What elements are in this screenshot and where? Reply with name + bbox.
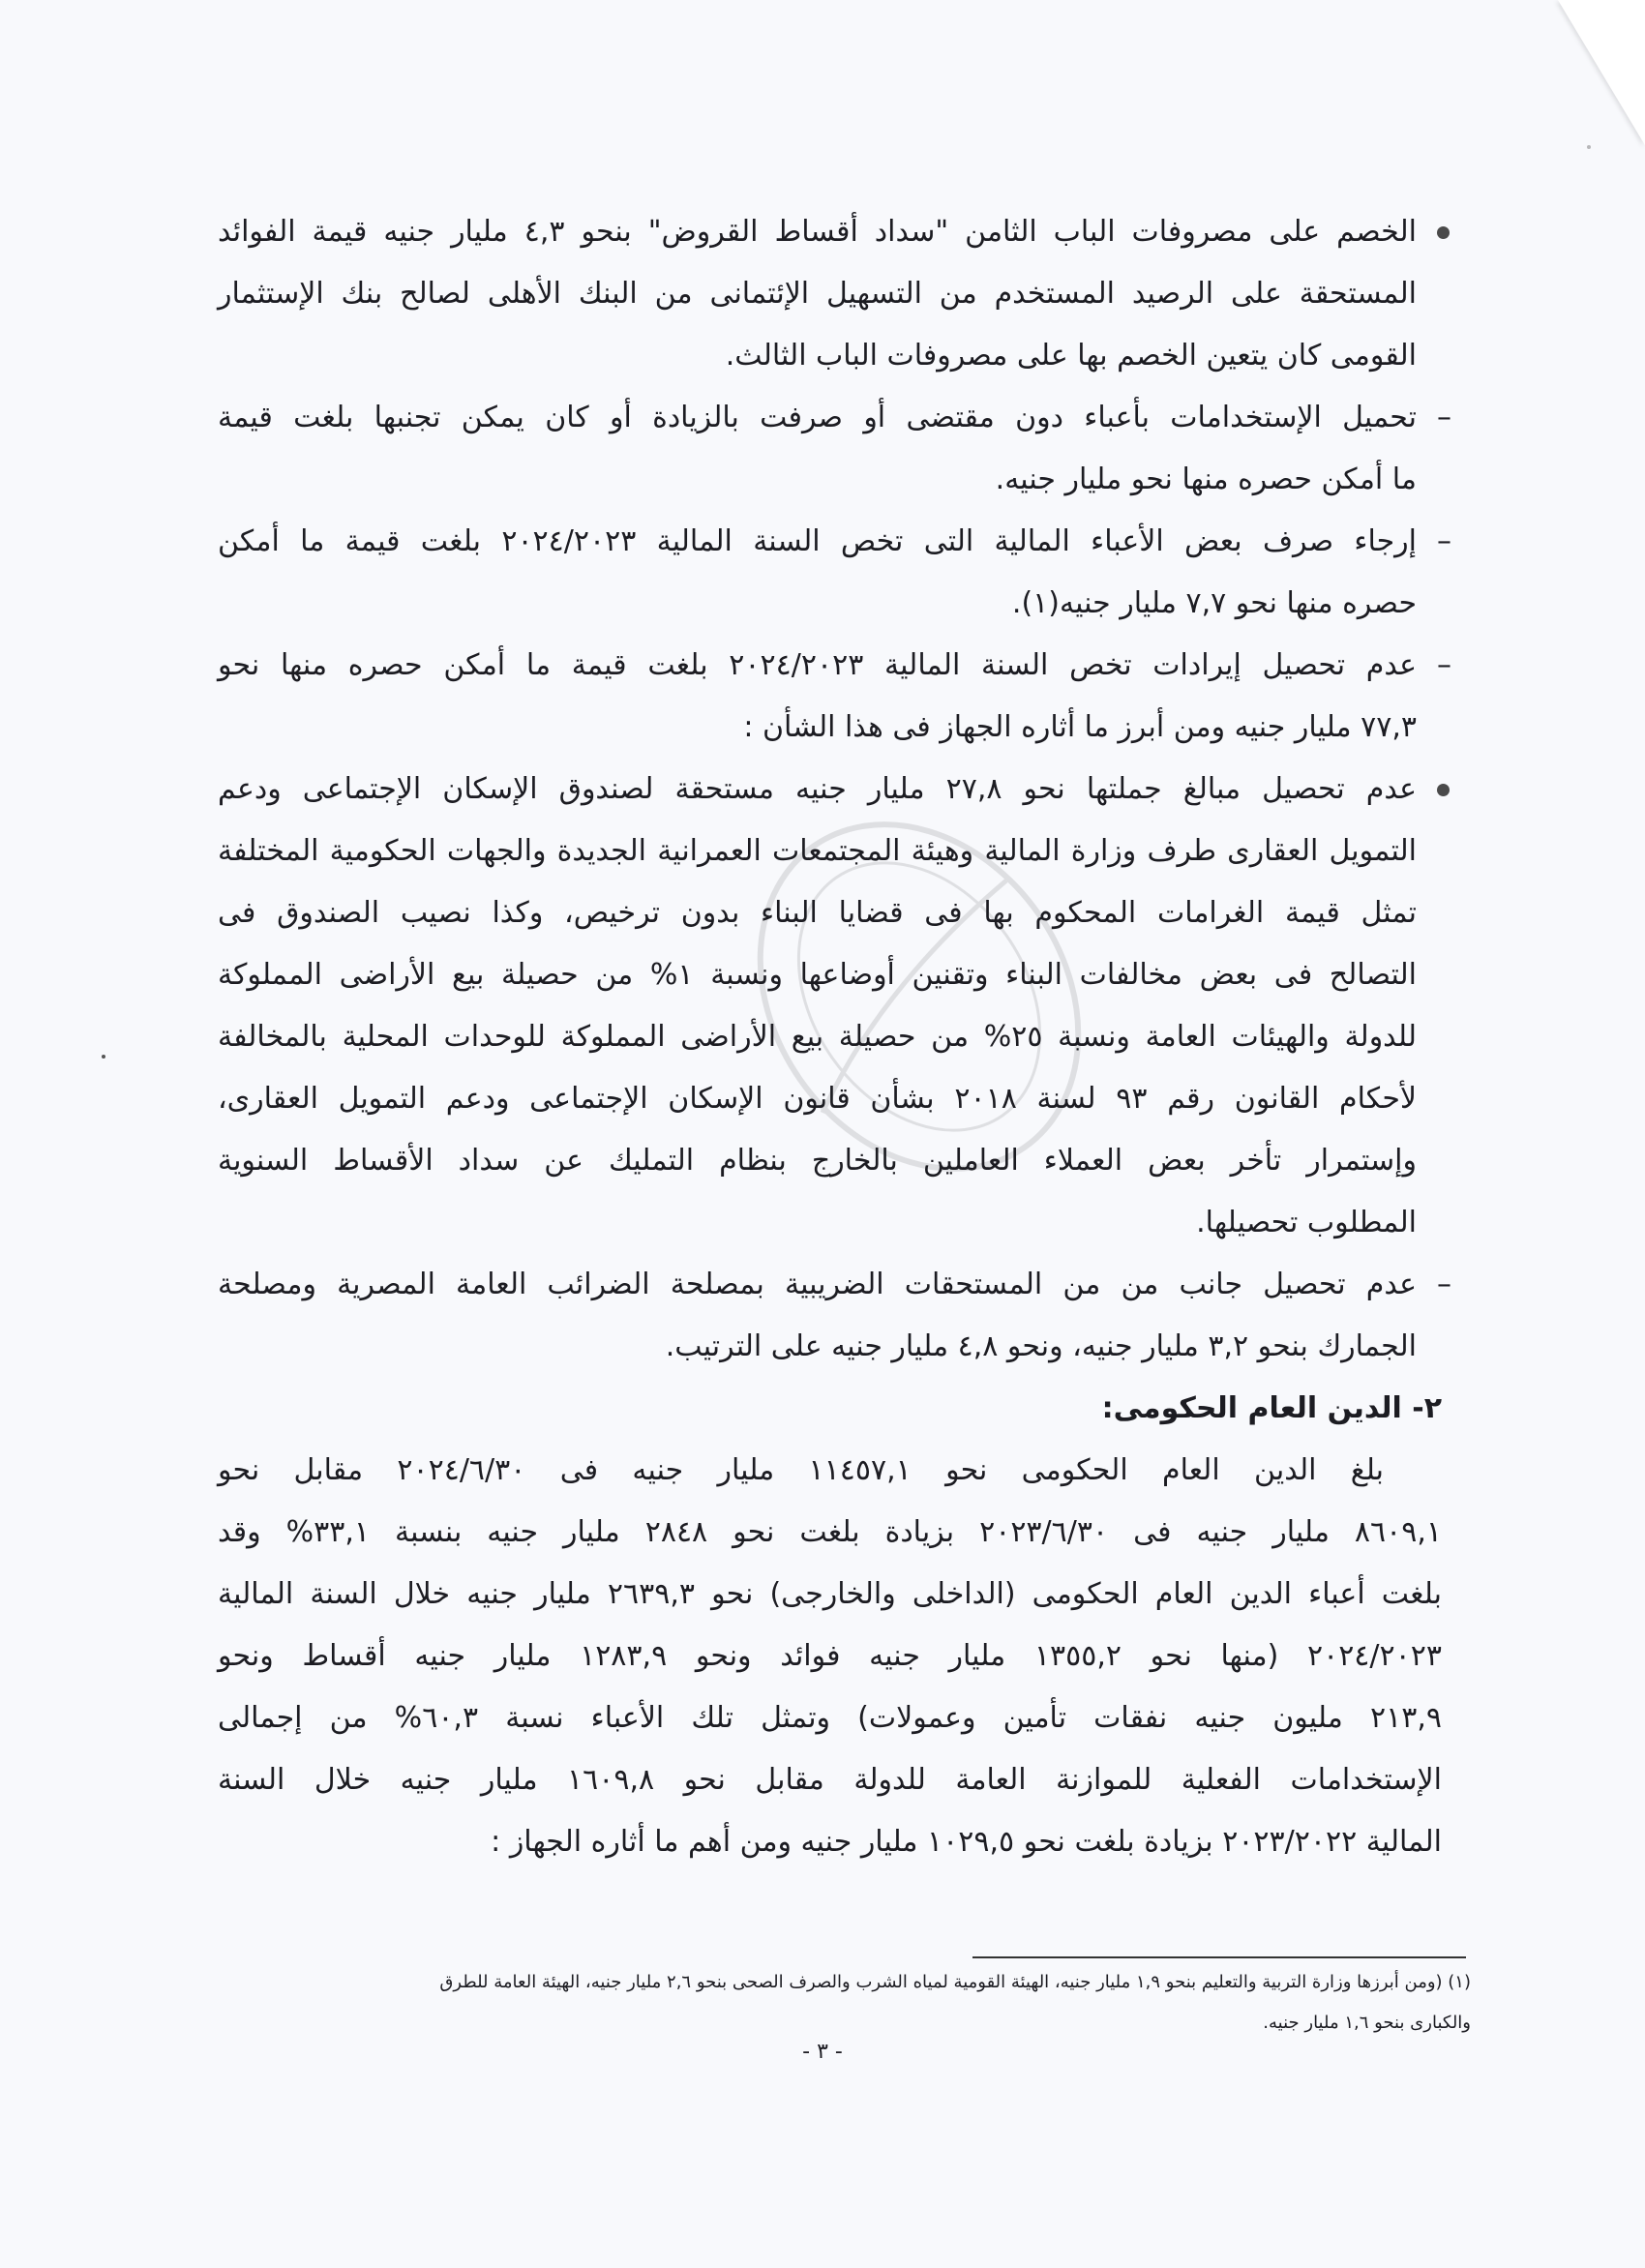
body-line xyxy=(218,387,1451,449)
body-text xyxy=(218,201,1451,1873)
body-line xyxy=(218,635,1451,697)
footnote-line: (١) (ومن أبرزها وزارة التربية والتعليم بنحو ١,٩ مليار جنيه، الهيئة القومية لمياه الشرب والصرف الصحى بنحو ٢,٦ مليار جنيه، الهيئة العامة للطرق xyxy=(439,1972,1471,1992)
body-line-text: وإستمرار تأخر بعض العملاء العاملين بالخارج بنظام التمليك عن سداد الأقساط السنوية xyxy=(218,1144,1417,1178)
body-line-text: عدم تحصيل إيرادات تخص السنة المالية ٢٠٢٤/٢٠٢٣ بلغت قيمة ما أمكن حصره منها نحو xyxy=(218,648,1417,682)
body-line xyxy=(218,1068,1442,1130)
body-line xyxy=(218,759,1442,821)
paragraph-line: ٨٦٠٩,١ مليار جنيه فى ٢٠٢٣/٦/٣٠ بزيادة بلغت نحو ٢٨٤٨ مليار جنيه بنسبة ٣٣,١% وقد xyxy=(218,1515,1442,1549)
dash-icon: – xyxy=(1437,401,1451,434)
body-line-text: المطلوب تحصيلها. xyxy=(1196,1206,1417,1239)
body-line-text: القومى كان يتعين الخصم بها على مصروفات الباب الثالث. xyxy=(725,339,1417,373)
body-line-text: حصره منها نحو ٧,٧ مليار جنيه(١). xyxy=(1011,586,1417,620)
body-line xyxy=(218,882,1442,944)
body-line xyxy=(218,1130,1442,1192)
body-line xyxy=(218,821,1442,882)
body-line xyxy=(218,944,1442,1006)
body-line-text: المستحقة على الرصيد المستخدم من التسهيل الإئتمانى من البنك الأهلى لصالح بنك الإستثمار xyxy=(218,277,1417,311)
scan-speck xyxy=(102,1055,105,1059)
paragraph-line: بلغت أعباء الدين العام الحكومى (الداخلى والخارجى) نحو ٢٦٣٩,٣ مليار جنيه خلال السنة المالية xyxy=(218,1577,1442,1611)
folded-corner xyxy=(1558,0,1645,145)
body-line xyxy=(218,449,1442,511)
bullet-icon xyxy=(1437,226,1450,239)
body-line-text: ٧٧,٣ مليار جنيه ومن أبرز ما أثاره الجهاز فى هذا الشأن : xyxy=(743,710,1417,744)
body-line xyxy=(218,511,1451,573)
paragraph-line: ٢١٣,٩ مليون جنيه نفقات تأمين وعمولات) وتمثل تلك الأعباء نسبة ٦٠,٣% من إجمالى xyxy=(218,1701,1442,1735)
body-line-text: تحميل الإستخدامات بأعباء دون مقتضى أو صرفت بالزيادة أو كان يمكن تجنبها بلغت قيمة xyxy=(218,401,1417,434)
body-line xyxy=(218,325,1442,387)
bullet-icon xyxy=(1437,784,1450,796)
body-line xyxy=(218,1254,1451,1316)
paragraph-line: الإستخدامات الفعلية للموازنة العامة للدولة مقابل نحو ١٦٠٩,٨ مليار جنيه خلال السنة xyxy=(218,1763,1442,1797)
footnote-separator xyxy=(972,1956,1466,1958)
section-heading: ٢- الدين العام الحكومى: xyxy=(1101,1391,1442,1425)
paragraph-line: ٢٠٢٤/٢٠٢٣ (منها نحو ١٣٥٥,٢ مليار جنيه فوائد ونحو ١٢٨٣,٩ مليار جنيه أقساط ونحو xyxy=(218,1639,1442,1673)
body-line xyxy=(218,1006,1442,1068)
dash-icon: – xyxy=(1437,524,1451,558)
body-line xyxy=(218,263,1442,325)
body-line-text: عدم تحصيل مبالغ جملتها نحو ٢٧,٨ مليار جنيه مستحقة لصندوق الإسكان الإجتماعى ودعم xyxy=(218,772,1417,806)
body-line-text: تمثل قيمة الغرامات المحكوم بها فى قضايا البناء بدون ترخيص، وكذا نصيب الصندوق فى xyxy=(218,896,1417,930)
scan-speck xyxy=(1587,145,1591,149)
body-line-text: التصالح فى بعض مخالفات البناء وتقنين أوضاعها ونسبة ١% من حصيلة بيع الأراضى المملوكة xyxy=(218,958,1418,992)
body-line-text: عدم تحصيل جانب من من المستحقات الضريبية بمصلحة الضرائب العامة المصرية ومصلحة xyxy=(218,1268,1417,1301)
body-line xyxy=(218,201,1442,263)
footnote-line: والكبارى بنحو ١,٦ مليار جنيه. xyxy=(1263,2013,1471,2033)
body-line xyxy=(218,697,1442,759)
page-number: - ٣ - xyxy=(802,2040,843,2064)
body-line-text: لأحكام القانون رقم ٩٣ لسنة ٢٠١٨ بشأن قانون الإسكان الإجتماعى ودعم التمويل العقارى، xyxy=(218,1082,1417,1116)
body-line-text: التمويل العقارى طرف وزارة المالية وهيئة المجتمعات العمرانية الجديدة والجهات الحكومية المختلفة xyxy=(218,834,1417,868)
dash-icon: – xyxy=(1437,648,1451,682)
dash-icon: – xyxy=(1437,1268,1451,1301)
body-line-text: الجمارك بنحو ٣,٢ مليار جنيه، ونحو ٤,٨ مليار جنيه على الترتيب. xyxy=(665,1329,1417,1363)
footnotes xyxy=(329,1962,1471,2044)
body-line xyxy=(218,1316,1442,1378)
body-line-text: الخصم على مصروفات الباب الثامن "سداد أقساط القروض" بنحو ٤,٣ مليار جنيه قيمة الفوائد xyxy=(218,215,1418,249)
body-line-text: للدولة والهيئات العامة ونسبة ٢٥% من حصيلة بيع الأراضى المملوكة للوحدات المحلية بالمخالفة xyxy=(218,1020,1418,1054)
body-line-text: ما أمكن حصره منها نحو مليار جنيه. xyxy=(995,463,1417,496)
body-line xyxy=(218,573,1442,635)
paragraph-line: المالية ٢٠٢٣/٢٠٢٢ بزيادة بلغت نحو ١٠٢٩,٥ مليار جنيه ومن أهم ما أثاره الجهاز : xyxy=(491,1825,1442,1859)
body-line-text: إرجاء صرف بعض الأعباء المالية التى تخص السنة المالية ٢٠٢٤/٢٠٢٣ بلغت قيمة ما أمكن xyxy=(218,524,1417,558)
body-line xyxy=(218,1192,1442,1254)
paragraph-line: بلغ الدين العام الحكومى نحو ١١٤٥٧,١ مليار جنيه فى ٢٠٢٤/٦/٣٠ مقابل نحو xyxy=(218,1453,1385,1487)
